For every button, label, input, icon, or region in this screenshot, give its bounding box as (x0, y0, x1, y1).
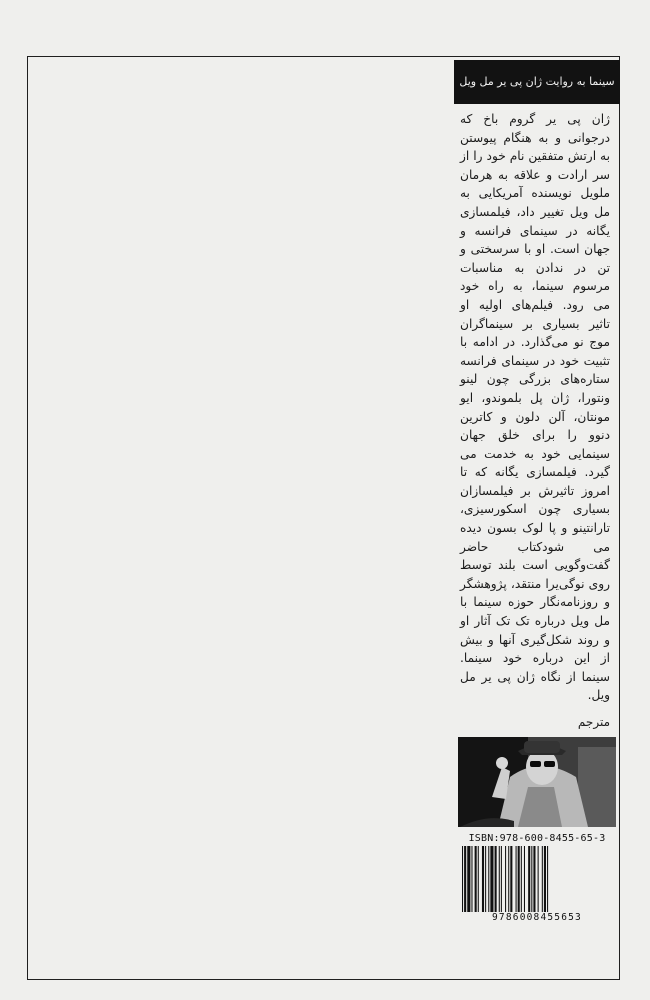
barcode-bar (482, 846, 484, 922)
barcode-bar (518, 846, 520, 922)
barcode-bar (467, 846, 470, 922)
translator-signature: مترجم (577, 715, 610, 729)
barcode-bar (510, 846, 512, 922)
title-strip: سینما به روایت ژان پی یر مل ویل (454, 60, 620, 104)
barcode-bar (508, 846, 509, 922)
barcode-bar (488, 846, 489, 922)
barcode-bar (533, 846, 535, 922)
barcode-bar (475, 846, 477, 922)
barcode-bar (501, 846, 502, 922)
back-cover-column (454, 60, 620, 922)
isbn-label: ISBN:978-600-8455-65-3 (468, 833, 606, 844)
barcode-bar (521, 846, 522, 922)
barcode-bar (464, 846, 466, 922)
barcode-bar (542, 846, 543, 922)
barcode-bar (499, 846, 500, 922)
barcode-bar (471, 846, 472, 922)
barcode-bar (490, 846, 493, 922)
barcode (458, 846, 616, 922)
barcode-bar (531, 846, 532, 922)
barcode-bar (544, 846, 546, 922)
barcode-bar (547, 846, 548, 922)
barcode-bar (495, 846, 497, 922)
barcode-bar (528, 846, 530, 922)
barcode-bars (458, 846, 616, 922)
barcode-bar (538, 846, 539, 922)
barcode-digits: 9786008455653 (458, 912, 616, 924)
author-photo (458, 737, 616, 827)
man-in-hat-and-sunglasses-photo-icon (458, 737, 616, 827)
barcode-bar (524, 846, 525, 922)
blurb-text: ژان پی یر گروم باخ که درجوانی و به هنگام پیوستن به ارتش متفقین نام خود را از سر ارادت و علاقه به هرمان ملویل نویسنده آمریکایی به مل ویل تغییر داد، فیلمسازی یگانه در سینمای فرانسه و جهان است. او با سرسختی و تن در ندادن به مناسبات مرسوم سینما، به راه خود می رود. فیلم‌های اولیه او تاثیر بسیاری بر سینماگران موج نو می‌گذارد. در ادامه با تثبیت خود در سینمای فرانسه ستاره‌های بزرگی چون لینو ونتورا، ژان پل بلموندو، ایو مونتان، آلن دلون و کاترین دنوو را برای خلق جهان سینمایی خود به خدمت می گیرد. فیلمسازی یگانه که تا امروز تاثیرش بر فیلمسازان بسیاری چون اسکورسیزی، تارانتینو و پا لوک بسون دیده می شودکتاب حاضر گفت‌وگویی است بلند توسط روی نوگی‌یرا منتقد، پژوهشگر و روزنامه‌نگار حوزه سینما با مل ویل درباره تک تک آثار او و روند شکل‌گیری آنها و بیش از این درباره خود سینما. سینما از نگاه ژان پی یر مل ویل. (460, 112, 610, 703)
barcode-bar (505, 846, 506, 922)
barcode-bar (462, 846, 463, 922)
barcode-bar (516, 846, 517, 922)
barcode-bar (485, 846, 486, 922)
barcode-bar (478, 846, 479, 922)
